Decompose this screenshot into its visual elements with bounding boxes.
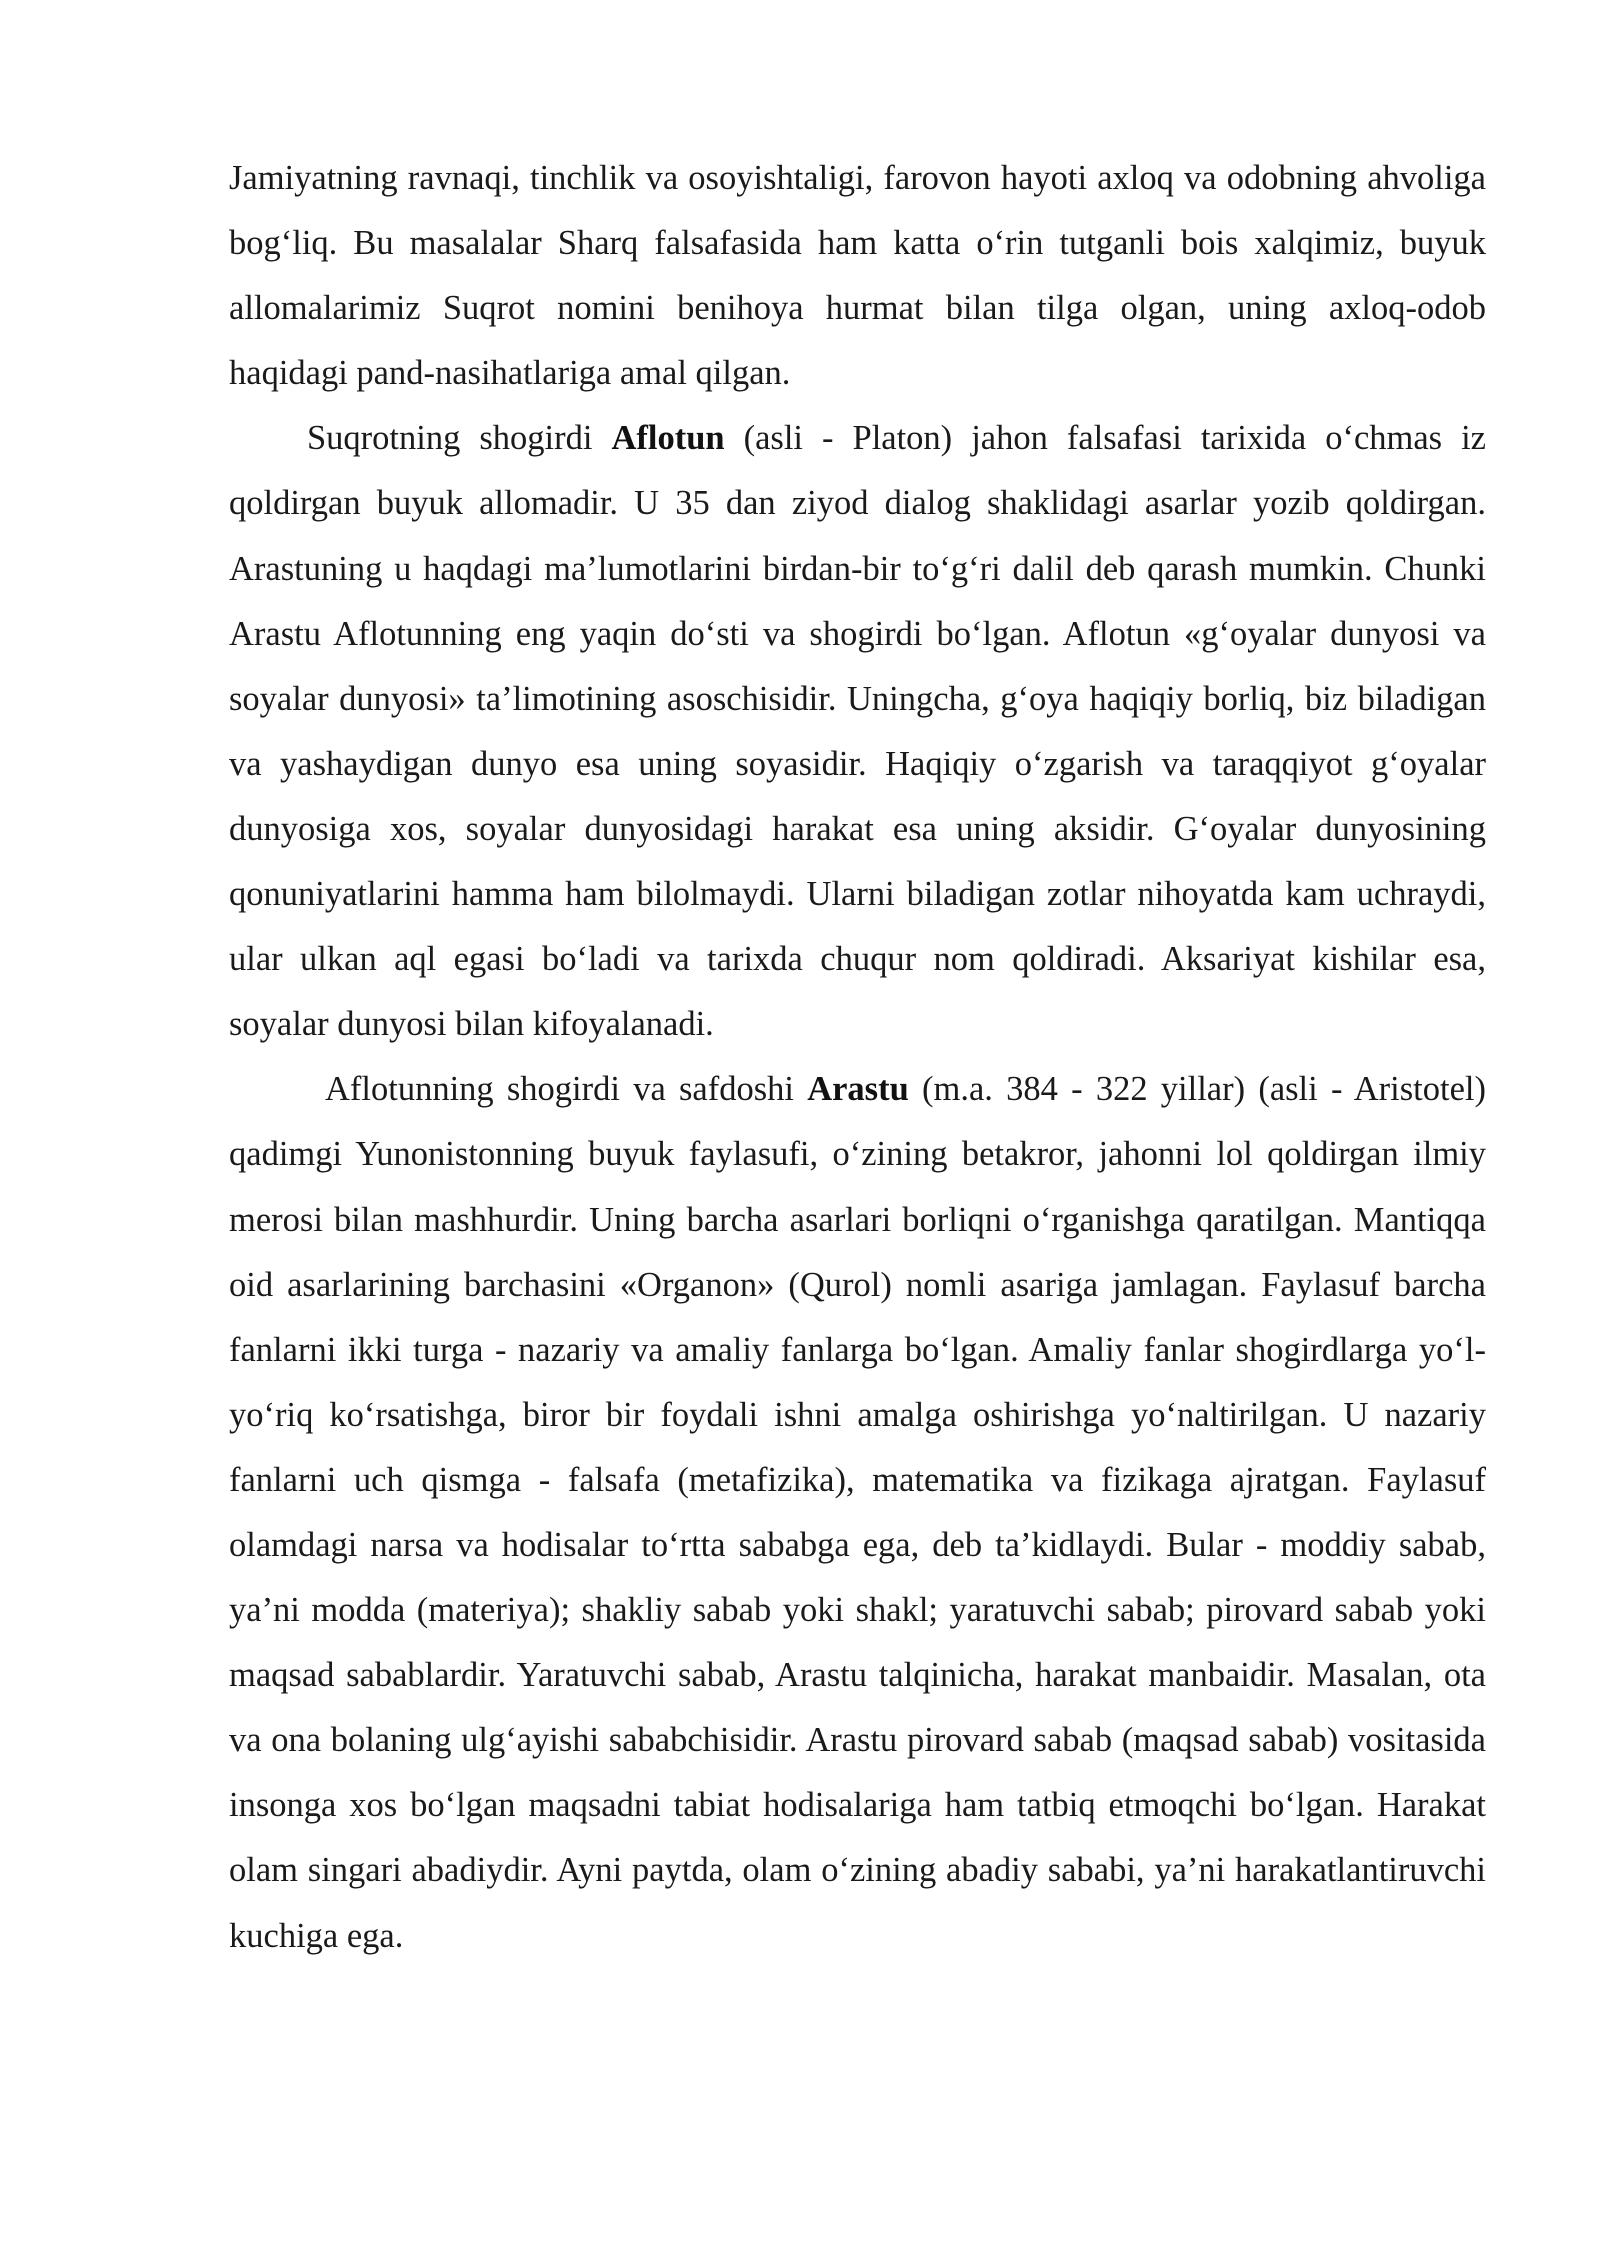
paragraph-text-lead: Suqrotning shogirdi	[307, 419, 612, 458]
paragraph-society-ethics	[229, 146, 1486, 406]
paragraph-text-rest: (m.a. 384 - 322 yillar) (asli - Aristotel) qadimgi Yunonistonning buyuk faylasufi, o‘zining betakror, jahonni lol qoldirgan ilmiy merosi bilan mashhurdir. Uning barcha asarlari borliqni o‘rganishga qaratilgan. Mantiqqa oid asarlarining barchasini «Organon» (Qurol) nomli asariga jamlagan. Faylasuf barcha fanlarni ikki turga - nazariy va amaliy fanlarga bo‘lgan. Amaliy fanlar shogirdlarga yo‘l-yo‘riq ko‘rsatishga, biror bir foydali ishni amalga oshirishga yo‘naltirilgan. U nazariy fanlarni uch qismga - falsafa (metafizika), matematika va fizikaga ajratgan. Faylasuf olamdagi narsa va hodisalar to‘rtta sababga ega, deb ta’kidlaydi. Bular - moddiy sabab, ya’ni modda (materiya); shakliy sabab yoki shakl; yaratuvchi sabab; pirovard sabab yoki maqsad sabablardir. Yaratuvchi sabab, Arastu talqinicha, harakat manbaidir. Masalan, ota va ona bolaning ulg‘ayishi sababchisidir. Arastu pirovard sabab (maqsad sabab) vositasida insonga xos bo‘lgan maqsadni tabiat hodisalariga ham tatbiq etmoqchi bo‘lgan. Harakat olam singari abadiydir. Ayni paytda, olam o‘zining abadiy sababi, ya’ni harakatlantiruvchi kuchiga ega.	[229, 1070, 1486, 1955]
term-aflotun: Aflotun	[611, 419, 725, 458]
paragraph-text-lead: Aflotunning shogirdi va safdoshi	[325, 1070, 808, 1109]
paragraph-text-rest: (asli - Platon) jahon falsafasi tarixida o‘chmas iz qoldirgan buyuk allomadir. U 35 dan ziyod dialog shaklidagi asarlar yozib qoldirgan. Arastuning u haqdagi ma’lumotlarini birdan-bir to‘g‘ri dalil deb qarash mumkin. Chunki Arastu Aflotunning eng yaqin do‘sti va shogirdi bo‘lgan. Aflotun «g‘oyalar dunyosi va soyalar dunyosi» ta’limotining asoschisidir. Uningcha, g‘oya haqiqiy borliq, biz biladigan va yashaydigan dunyo esa uning soyasidir. Haqiqiy o‘zgarish va taraqqiyot g‘oyalar dunyosiga xos, soyalar dunyosidagi harakat esa uning aksidir. G‘oyalar dunyosining qonuniyatlarini hamma ham bilolmaydi. Ularni biladigan zotlar nihoyatda kam uchraydi, ular ulkan aql egasi bo‘ladi va tarixda chuqur nom qoldiradi. Aksariyat kishilar esa, soyalar dunyosi bilan kifoyalanadi.	[229, 419, 1486, 1044]
term-arastu: Arastu	[807, 1070, 909, 1109]
paragraph-text: Jamiyatning ravnaqi, tinchlik va osoyishtaligi, farovon hayoti axloq va odobning ahvoliga bog‘liq. Bu masalalar Sharq falsafasida ham katta o‘rin tutganli bois xalqimiz, buyuk allomalarimiz Suqrot nomini benihoya hurmat bilan tilga olgan, uning axloq-odob haqidagi pand-nasihatlariga amal qilgan.	[229, 159, 1486, 393]
paragraph-arastu	[229, 1057, 1486, 1968]
document-body	[229, 146, 1486, 1969]
paragraph-aflotun	[229, 406, 1486, 1057]
